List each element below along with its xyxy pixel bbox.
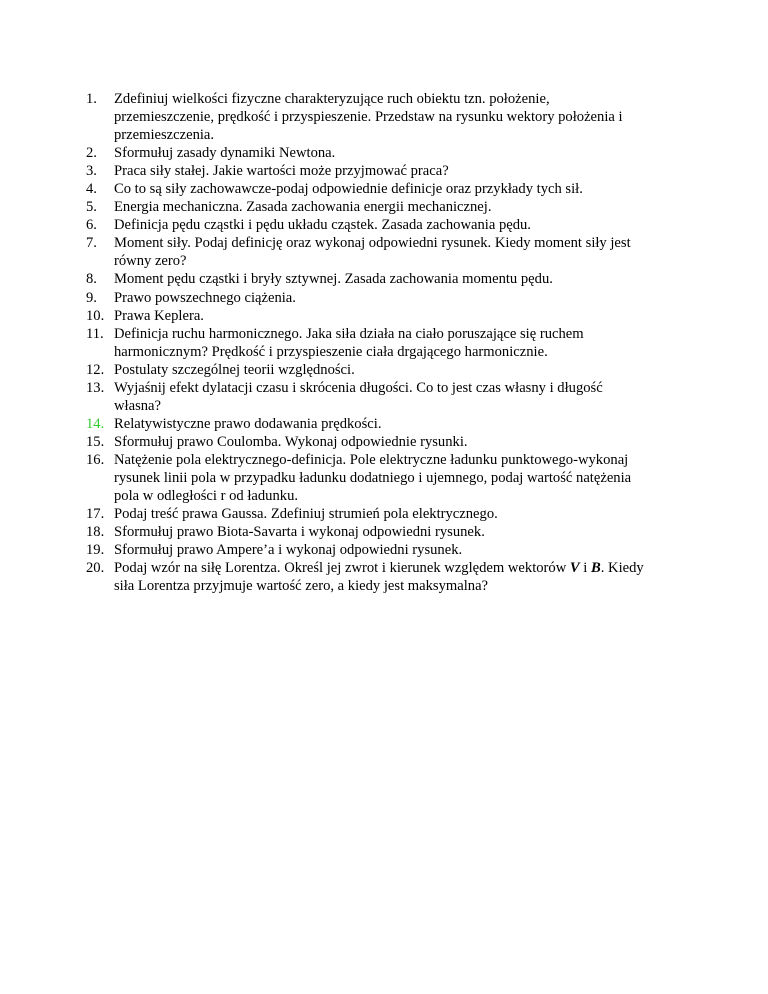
question-item <box>86 90 686 144</box>
question-text: Zdefiniuj wielkości fizyczne charakteryzujące ruch obiektu tzn. położenie, przemieszczenie, prędkość i przyspieszenie. Przedstaw na rysunku wektory położenia i przemieszczenia. <box>114 91 623 144</box>
question-text: Sformułuj prawo Biota-Savarta i wykonaj odpowiedni rysunek. <box>114 524 485 541</box>
question-text: Praca siły stałej. Jakie wartości może przyjmować praca? <box>114 163 449 180</box>
question-text: Sformułuj prawo Ampere’a i wykonaj odpowiedni rysunek. <box>114 542 463 559</box>
vector-symbol: B <box>591 560 601 577</box>
question-text: Wyjaśnij efekt dylatacji czasu i skrócenia długości. Co to jest czas własny i długość własna? <box>114 379 603 414</box>
question-text: Definicja pędu cząstki i pędu układu cząstek. Zasada zachowania pędu. <box>114 217 531 234</box>
question-number: 11. <box>86 325 104 342</box>
question-item <box>86 559 686 595</box>
question-number: 1. <box>86 91 97 107</box>
question-text: Relatywistyczne prawo dodawania prędkości. <box>114 415 382 432</box>
question-item <box>86 451 686 505</box>
question-number: 13. <box>86 379 105 396</box>
question-text: Moment siły. Podaj definicję oraz wykonaj odpowiedni rysunek. Kiedy moment siły jest równy zero? <box>114 235 631 270</box>
question-item <box>86 270 686 288</box>
question-item <box>86 307 686 325</box>
question-number: 19. <box>86 542 105 559</box>
question-number: 7. <box>86 235 97 252</box>
question-number: 14. <box>86 415 105 432</box>
question-item <box>86 325 686 361</box>
question-item <box>86 361 686 379</box>
question-text: Sformułuj zasady dynamiki Newtona. <box>114 145 336 162</box>
question-item <box>86 289 686 307</box>
question-text: Co to są siły zachowawcze-podaj odpowiednie definicje oraz przykłady tych sił. <box>114 181 583 198</box>
question-list <box>86 90 686 595</box>
question-number: 9. <box>86 289 97 306</box>
question-text: Definicja ruchu harmonicznego. Jaka siła działa na ciało poruszające się ruchem harmonicznym? Prędkość i przyspieszenie ciała drgającego harmonicznie. <box>114 325 584 360</box>
question-item <box>86 505 686 523</box>
question-number: 17. <box>86 506 105 523</box>
question-text <box>114 559 686 595</box>
question-item <box>86 180 686 198</box>
vector-symbol: V <box>569 560 580 577</box>
question-number: 3. <box>86 163 97 180</box>
question-number: 6. <box>86 217 97 234</box>
question-item <box>86 379 686 415</box>
question-number: 5. <box>86 199 97 216</box>
question-number: 8. <box>86 271 97 288</box>
question-item <box>86 198 686 216</box>
question-text-part: . Kiedy siła Lorentza przyjmuje wartość zero, a kiedy jest maksymalna? <box>114 560 644 595</box>
question-text-part: Podaj wzór na siłę Lorentza. Określ jej zwrot i kierunek względem wektorów <box>114 560 570 577</box>
question-number: 15. <box>86 433 105 450</box>
question-number: 16. <box>86 451 105 468</box>
question-text: Sformułuj prawo Coulomba. Wykonaj odpowiednie rysunki. <box>114 433 468 450</box>
question-number: 12. <box>86 361 105 378</box>
question-text: Podaj treść prawa Gaussa. Zdefiniuj strumień pola elektrycznego. <box>114 506 498 523</box>
question-text: Natężenie pola elektrycznego-definicja. Pole elektryczne ładunku punktowego-wykonaj rysunek linii pola w przypadku ładunku dodatniego i ujemnego, podaj wartość natężenia pola w odległości r od ładunku. <box>114 451 632 505</box>
question-number: 10. <box>86 307 105 324</box>
question-item <box>86 415 686 433</box>
question-text: Prawa Keplera. <box>114 307 204 324</box>
question-text: Energia mechaniczna. Zasada zachowania energii mechanicznej. <box>114 199 492 216</box>
question-number: 4. <box>86 181 97 198</box>
question-item <box>86 162 686 180</box>
question-number: 20. <box>86 560 105 577</box>
question-item <box>86 433 686 451</box>
question-item <box>86 541 686 559</box>
question-item <box>86 234 686 270</box>
question-item <box>86 144 686 162</box>
question-item <box>86 216 686 234</box>
question-text: Moment pędu cząstki i bryły sztywnej. Zasada zachowania momentu pędu. <box>114 271 553 288</box>
question-text: Postulaty szczególnej teorii względności. <box>114 361 355 378</box>
question-text-part: i <box>579 560 591 577</box>
question-number: 18. <box>86 524 105 541</box>
question-number: 2. <box>86 145 97 162</box>
question-item <box>86 523 686 541</box>
question-text: Prawo powszechnego ciążenia. <box>114 289 296 306</box>
